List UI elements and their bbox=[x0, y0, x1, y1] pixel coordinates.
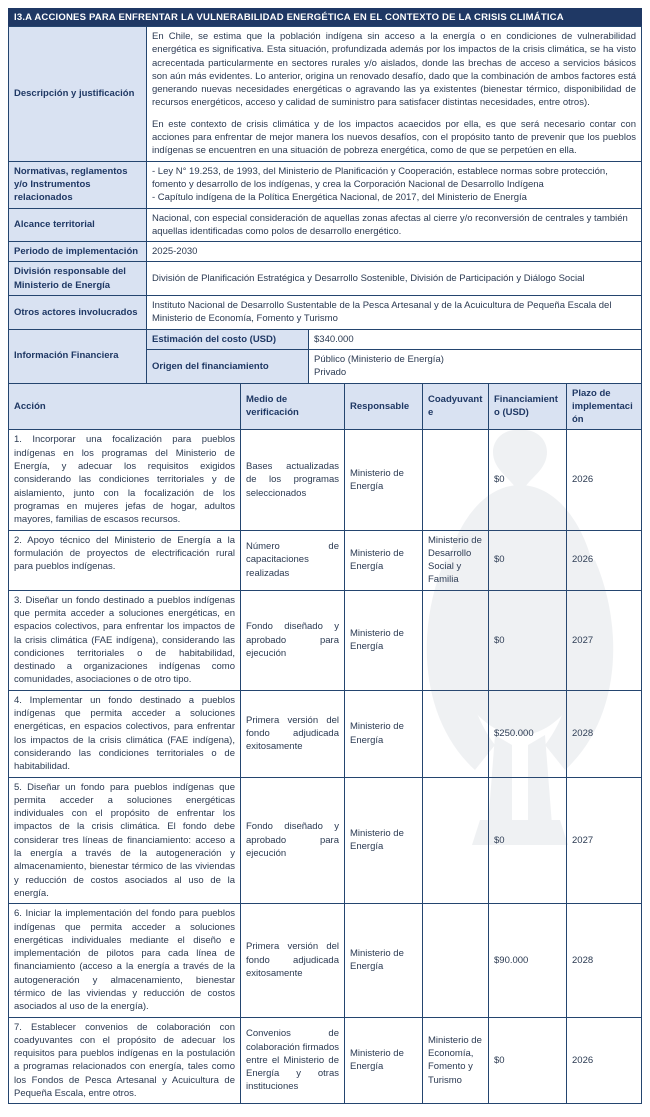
financing-cell: $0 bbox=[489, 777, 567, 904]
coadyuvante-cell bbox=[423, 904, 489, 1017]
verification-cell: Primera versión del fondo adjudicada exitosamente bbox=[241, 904, 345, 1017]
action-row-1 bbox=[9, 430, 642, 530]
descripcion-paragraph-2: En este contexto de crisis climática y de los impactos acaecidos por ella, es que será necesario contar con acciones para enfrentar de mejor manera los nuevos desafíos, con el propósito tanto de prevenir que los pueblos indígenas se encuentren en una situación de pobreza energética, como de que se perpetúen en ella. bbox=[152, 118, 636, 157]
action-cell: 7. Establecer convenios de colaboración con coadyuvantes con el propósito de adecuar los requisitos para pueblos indígenas en la postulación a programas relacionados con energía, tales como los Fondos de Pesca Artesanal y Acuicultura de Pequeña Escala, entre otros. bbox=[9, 1017, 241, 1104]
action-cell: 5. Diseñar un fondo para pueblos indígenas que permita acceder a soluciones energéticas individuales con el propósito de enfrentar los impactos de la crisis climática. El fondo debe considerar tres líneas de financiamiento: acceso a la energía a través de la autogeneración y almacenamiento, bienestar térmico de las viviendas y reducción de costos asociados al uso de la energía. bbox=[9, 777, 241, 904]
origen-label: Origen del financiamiento bbox=[147, 349, 309, 383]
row-label-descripcion: Descripción y justificación bbox=[9, 27, 147, 162]
info-row-descripcion bbox=[9, 27, 642, 162]
header-coadyuvante: Coadyuvante bbox=[423, 383, 489, 430]
actions-header-row bbox=[9, 383, 642, 430]
deadline-cell: 2026 bbox=[567, 1017, 642, 1104]
coadyuvante-cell bbox=[423, 430, 489, 530]
verification-cell: Convenios de colaboración firmados entre el Ministerio de Energía y otras instituciones bbox=[241, 1017, 345, 1104]
alcance-content: Nacional, con especial consideración de aquellas zonas afectas al cierre y/o reconversión de centrales y también aquellas identificadas como polos de desarrollo energético. bbox=[147, 208, 642, 242]
action-row-6 bbox=[9, 904, 642, 1017]
action-row-5 bbox=[9, 777, 642, 904]
row-label-normativas: Normativas, reglamentos y/o Instrumentos relacionados bbox=[9, 161, 147, 208]
action-cell: 1. Incorporar una focalización para pueblos indígenas en los programas del Ministerio de Energía, y adecuar los requisitos exigidos considerando las condiciones territoriales y de aislamiento, junto con la focalización de los programas en mujeres jefas de hogar, adultos mayores, familias de escasos recursos. bbox=[9, 430, 241, 530]
responsable-cell: Ministerio de Energía bbox=[345, 777, 423, 904]
financing-cell: $250.000 bbox=[489, 690, 567, 777]
responsable-cell: Ministerio de Energía bbox=[345, 690, 423, 777]
origen-line-1: Público (Ministerio de Energía) bbox=[314, 353, 444, 365]
action-row-7 bbox=[9, 1017, 642, 1104]
header-accion: Acción bbox=[9, 383, 241, 430]
responsable-cell: Ministerio de Energía bbox=[345, 904, 423, 1017]
header-plazo: Plazo de implementación bbox=[567, 383, 642, 430]
deadline-cell: 2027 bbox=[567, 590, 642, 690]
verification-cell: Fondo diseñado y aprobado para ejecución bbox=[241, 777, 345, 904]
verification-cell: Primera versión del fondo adjudicada exitosamente bbox=[241, 690, 345, 777]
financing-cell: $0 bbox=[489, 430, 567, 530]
actions-table bbox=[8, 383, 642, 1105]
coadyuvante-cell bbox=[423, 590, 489, 690]
row-label-financiera: Información Financiera bbox=[9, 329, 147, 383]
normativas-line-1: - Ley N° 19.253, de 1993, del Ministerio de Planificación y Cooperación, establece normas sobre protección, fomento y desarrollo de los indígenas, y crea la Corporación Nacional de Desarrollo Indígena bbox=[152, 165, 608, 190]
responsable-cell: Ministerio de Energía bbox=[345, 530, 423, 590]
deadline-cell: 2028 bbox=[567, 690, 642, 777]
actores-content: Instituto Nacional de Desarrollo Sustentable de la Pesca Artesanal y de la Acuicultura de Pequeña Escala del Ministerio de Economía, Fomento y Turismo bbox=[147, 296, 642, 330]
financing-cell: $0 bbox=[489, 590, 567, 690]
action-cell: 2. Apoyo técnico del Ministerio de Energía a la formulación de proyectos de electrificación rural para pueblos indígenas. bbox=[9, 530, 241, 590]
header-medio: Medio de verificación bbox=[241, 383, 345, 430]
info-row-alcance bbox=[9, 208, 642, 242]
responsable-cell: Ministerio de Energía bbox=[345, 590, 423, 690]
row-label-division: División responsable del Ministerio de Energía bbox=[9, 262, 147, 296]
deadline-cell: 2027 bbox=[567, 777, 642, 904]
financing-cell: $0 bbox=[489, 1017, 567, 1104]
financing-cell: $90.000 bbox=[489, 904, 567, 1017]
deadline-cell: 2026 bbox=[567, 530, 642, 590]
normativas-content bbox=[147, 161, 642, 208]
periodo-content: 2025-2030 bbox=[147, 242, 642, 262]
descripcion-paragraph-1: En Chile, se estima que la población indígena sin acceso a la energía o en condiciones de vulnerabilidad energética es significativa. Esta situación, profundizada además por los impactos de la crisis climática, se ha visto acrecentada particularmente en sectores rurales y/o aislados, donde las brechas de acceso a servicios básicos son aún más evidentes. Lo anterior, origina un renovado desafío, dado que la combinación de ambos factores está generando nuevas necesidades energéticas o agravando las ya existentes (bienestar térmico, disponibilidad de recursos energéticos, acceso y calidad de suministro para satisfacer distintas necesidades, entre otros). bbox=[152, 31, 636, 109]
action-row-2 bbox=[9, 530, 642, 590]
info-row-division bbox=[9, 262, 642, 296]
division-content: División de Planificación Estratégica y Desarrollo Sostenible, División de Participación y Diálogo Social bbox=[147, 262, 642, 296]
costo-label: Estimación del costo (USD) bbox=[147, 329, 309, 349]
action-cell: 3. Diseñar un fondo destinado a pueblos indígenas que permita acceder a soluciones energéticas, en espacios colectivos, para enfrentar los impactos de la crisis climática (FAE indígena), considerando las condiciones territoriales o de habitabilidad, destinado a organizaciones indígenas como comunidades, asociaciones o de otro tipo. bbox=[9, 590, 241, 690]
header-responsable: Responsable bbox=[345, 383, 423, 430]
row-label-actores: Otros actores involucrados bbox=[9, 296, 147, 330]
costo-value: $340.000 bbox=[309, 329, 642, 349]
row-label-alcance: Alcance territorial bbox=[9, 208, 147, 242]
row-label-periodo: Periodo de implementación bbox=[9, 242, 147, 262]
info-row-actores bbox=[9, 296, 642, 330]
responsable-cell: Ministerio de Energía bbox=[345, 1017, 423, 1104]
action-row-4 bbox=[9, 690, 642, 777]
verification-cell: Bases actualizadas de los programas seleccionados bbox=[241, 430, 345, 530]
header-financiamiento: Financiamiento (USD) bbox=[489, 383, 567, 430]
coadyuvante-cell: Ministerio de Economía, Fomento y Turismo bbox=[423, 1017, 489, 1104]
deadline-cell: 2028 bbox=[567, 904, 642, 1017]
financing-cell: $0 bbox=[489, 530, 567, 590]
info-row-normativas bbox=[9, 161, 642, 208]
origen-value bbox=[309, 349, 642, 383]
info-row-periodo bbox=[9, 242, 642, 262]
coadyuvante-cell bbox=[423, 777, 489, 904]
action-cell: 4. Implementar un fondo destinado a pueblos indígenas que permita acceder a soluciones energéticas, en espacios colectivos, para enfrentar los impactos de la crisis climática (FAE indígena), considerando las condiciones territoriales o de habitabilidad. bbox=[9, 690, 241, 777]
coadyuvante-cell: Ministerio de Desarrollo Social y Familia bbox=[423, 530, 489, 590]
descripcion-content bbox=[147, 27, 642, 162]
info-table bbox=[8, 26, 642, 384]
action-row-3 bbox=[9, 590, 642, 690]
info-row-financiera-costo bbox=[9, 329, 642, 349]
verification-cell: Fondo diseñado y aprobado para ejecución bbox=[241, 590, 345, 690]
verification-cell: Número de capacitaciones realizadas bbox=[241, 530, 345, 590]
document-title: I3.A ACCIONES PARA ENFRENTAR LA VULNERABILIDAD ENERGÉTICA EN EL CONTEXTO DE LA CRISIS CLIMÁTICA bbox=[8, 8, 642, 27]
coadyuvante-cell bbox=[423, 690, 489, 777]
responsable-cell: Ministerio de Energía bbox=[345, 430, 423, 530]
deadline-cell: 2026 bbox=[567, 430, 642, 530]
normativas-line-2: - Capítulo indígena de la Política Energética Nacional, de 2017, del Ministerio de Energía bbox=[152, 192, 527, 204]
action-cell: 6. Iniciar la implementación del fondo para pueblos indígenas que permita acceder a soluciones energéticas individuales mediante el diseño e implementación de pilotos para cada línea de financiamiento (acceso a la energía a través de la autogeneración y almacenamiento, bienestar térmico de las viviendas y reducción de costos asociados al uso de la energía). bbox=[9, 904, 241, 1017]
origen-line-2: Privado bbox=[314, 367, 347, 379]
